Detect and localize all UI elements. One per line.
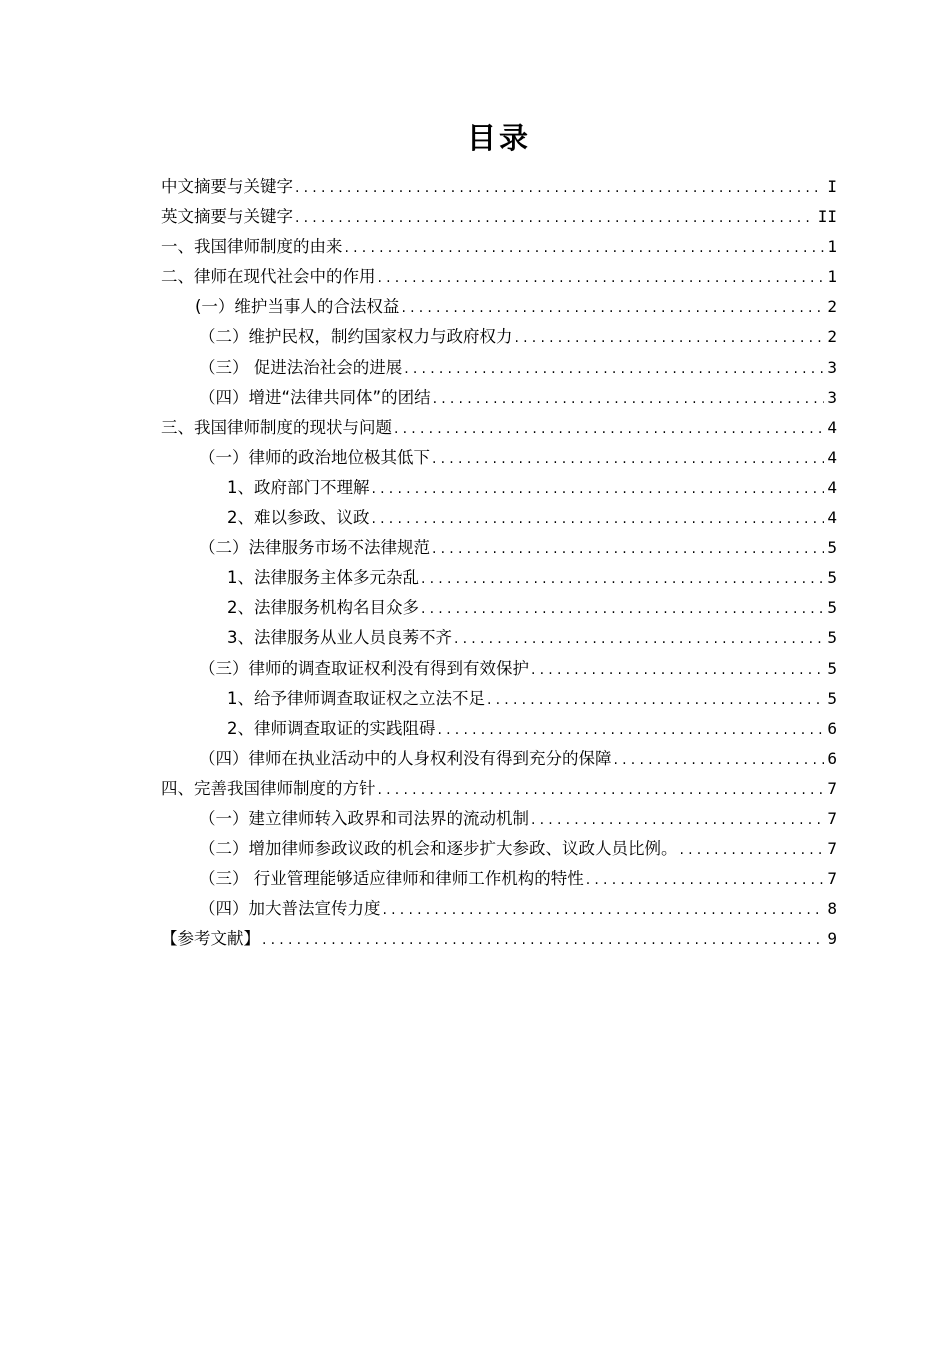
toc-entry-label: 中文摘要与关键字 xyxy=(161,177,293,196)
toc-entry[interactable] xyxy=(161,443,837,473)
toc-dot-leader xyxy=(487,685,824,715)
toc-entry[interactable] xyxy=(161,503,837,533)
toc-dot-leader xyxy=(378,263,825,293)
toc-entry-label: 二、律师在现代社会中的作用 xyxy=(161,267,376,287)
toc-dot-leader xyxy=(531,655,824,685)
toc-dot-leader xyxy=(454,624,824,654)
toc-dot-leader xyxy=(295,203,815,233)
toc-entry-label: 一、我国律师制度的由来 xyxy=(161,237,343,257)
toc-entry[interactable] xyxy=(161,413,837,443)
toc-entry-page-number: 6 xyxy=(827,748,837,768)
toc-dot-leader xyxy=(378,775,825,805)
toc-entry[interactable] xyxy=(161,473,837,503)
toc-entry-page-number: 3 xyxy=(827,357,837,377)
toc-entry[interactable] xyxy=(161,232,837,262)
toc-entry-page-number: 1 xyxy=(827,267,837,287)
toc-dot-leader xyxy=(262,925,824,955)
toc-dot-leader xyxy=(614,745,825,775)
toc-entry-page-number: 4 xyxy=(827,447,837,467)
toc-entry[interactable] xyxy=(161,924,837,954)
toc-dot-leader xyxy=(372,474,825,504)
toc-entry-page-number: II xyxy=(817,207,837,227)
toc-entry-page-number: 7 xyxy=(827,778,837,798)
toc-dot-leader xyxy=(345,233,825,263)
toc-dot-leader xyxy=(433,384,824,414)
toc-dot-leader xyxy=(401,293,824,323)
toc-entry-page-number: 7 xyxy=(827,839,837,859)
toc-entry-label: （四）律师在执业活动中的人身权利没有得到充分的保障 xyxy=(199,748,612,768)
toc-entry-page-number: 2 xyxy=(827,327,837,347)
toc-dot-leader xyxy=(432,444,824,474)
toc-entry-page-number: 5 xyxy=(827,598,837,618)
toc-dot-leader xyxy=(531,805,824,835)
toc-entry[interactable] xyxy=(161,262,837,292)
toc-entry[interactable] xyxy=(161,774,837,804)
toc-entry[interactable] xyxy=(161,322,837,352)
toc-entry-page-number: I xyxy=(827,177,837,196)
toc-entry-page-number: 4 xyxy=(827,477,837,497)
toc-entry[interactable] xyxy=(161,654,837,684)
toc-entry-page-number: 1 xyxy=(827,237,837,257)
toc-dot-leader xyxy=(383,895,825,925)
toc-entry-label: （一）建立律师转入政界和司法界的流动机制 xyxy=(199,808,529,828)
toc-entry[interactable] xyxy=(161,202,837,232)
toc-title: 目录 xyxy=(466,121,531,155)
toc-entry-page-number: 5 xyxy=(827,688,837,708)
toc-entry[interactable] xyxy=(161,864,837,894)
toc-entry-page-number: 5 xyxy=(827,658,837,678)
toc-dot-leader xyxy=(421,594,824,624)
toc-dot-leader xyxy=(295,173,824,203)
toc-entry[interactable] xyxy=(161,383,837,413)
toc-entry-label: 三、我国律师制度的现状与问题 xyxy=(161,417,392,437)
toc-dot-leader xyxy=(515,323,825,353)
toc-entry[interactable] xyxy=(161,623,837,653)
toc-entry-page-number: 3 xyxy=(827,387,837,407)
toc-entry-label: （二）维护民权，制约国家权力与政府权力 xyxy=(199,327,513,347)
toc-entry-page-number: 5 xyxy=(827,568,837,588)
toc-dot-leader xyxy=(432,534,824,564)
toc-entry-label: 2、难以参政、议政 xyxy=(227,508,370,528)
toc-entry-label: （二）法律服务市场不法律规范 xyxy=(199,538,430,558)
toc-entry[interactable] xyxy=(161,684,837,714)
toc-dot-leader xyxy=(394,414,824,444)
toc-entry[interactable] xyxy=(161,563,837,593)
toc-entry-page-number: 9 xyxy=(827,929,837,949)
toc-dot-leader xyxy=(680,835,825,865)
toc-entry-page-number: 5 xyxy=(827,628,837,648)
toc-entry-label: 3、法律服务从业人员良莠不齐 xyxy=(227,628,452,648)
toc-entry-label: 1、政府部门不理解 xyxy=(227,477,370,497)
toc-entry[interactable] xyxy=(161,804,837,834)
toc-entry-page-number: 7 xyxy=(827,869,837,889)
toc-entry[interactable] xyxy=(161,292,837,322)
toc-entry-label: （三）律师的调查取证权利没有得到有效保护 xyxy=(199,658,529,678)
toc-entry[interactable] xyxy=(161,593,837,623)
toc-entry[interactable] xyxy=(161,714,837,744)
toc-entry-label: 1、法律服务主体多元杂乱 xyxy=(227,568,419,588)
toc-entry[interactable] xyxy=(161,172,837,202)
toc-entry-page-number: 8 xyxy=(827,899,837,919)
toc-entry-label: 英文摘要与关键字 xyxy=(161,207,293,227)
toc-entry[interactable] xyxy=(161,744,837,774)
toc-entry-label: 1、给予律师调查取证权之立法不足 xyxy=(227,688,485,708)
toc-dot-leader xyxy=(586,865,824,895)
toc-entry-label: 四、完善我国律师制度的方针 xyxy=(161,778,376,798)
toc-entry-page-number: 4 xyxy=(827,417,837,437)
toc-entry-label: （二）增加律师参政议政的机会和逐步扩大参政、议政人员比例。 xyxy=(199,839,678,859)
toc-dot-leader xyxy=(372,504,825,534)
toc-list xyxy=(161,172,837,954)
toc-entry-label: （三） 行业管理能够适应律师和律师工作机构的特性 xyxy=(199,869,584,889)
toc-dot-leader xyxy=(404,354,824,384)
toc-entry-label: 2、法律服务机构名目众多 xyxy=(227,598,419,618)
toc-entry-page-number: 2 xyxy=(827,297,837,317)
toc-entry-label: (一）维护当事人的合法权益 xyxy=(195,297,400,317)
toc-entry-page-number: 7 xyxy=(827,808,837,828)
toc-entry-label: 2、律师调查取证的实践阻碍 xyxy=(227,718,436,738)
toc-entry[interactable] xyxy=(161,533,837,563)
toc-dot-leader xyxy=(421,564,824,594)
toc-entry-page-number: 4 xyxy=(827,508,837,528)
toc-entry[interactable] xyxy=(161,353,837,383)
toc-entry-label: （三） 促进法治社会的进展 xyxy=(199,357,403,377)
toc-entry-label: 【参考文献】 xyxy=(161,929,260,949)
toc-entry-label: （四）增进“法律共同体”的团结 xyxy=(199,387,431,407)
toc-entry-label: （一）律师的政治地位极其低下 xyxy=(199,447,430,467)
toc-entry-page-number: 6 xyxy=(827,718,837,738)
toc-entry-label: （四）加大普法宣传力度 xyxy=(199,899,381,919)
toc-entry-page-number: 5 xyxy=(827,538,837,558)
toc-entry[interactable] xyxy=(161,834,837,864)
toc-dot-leader xyxy=(438,715,825,745)
toc-entry[interactable] xyxy=(161,894,837,924)
